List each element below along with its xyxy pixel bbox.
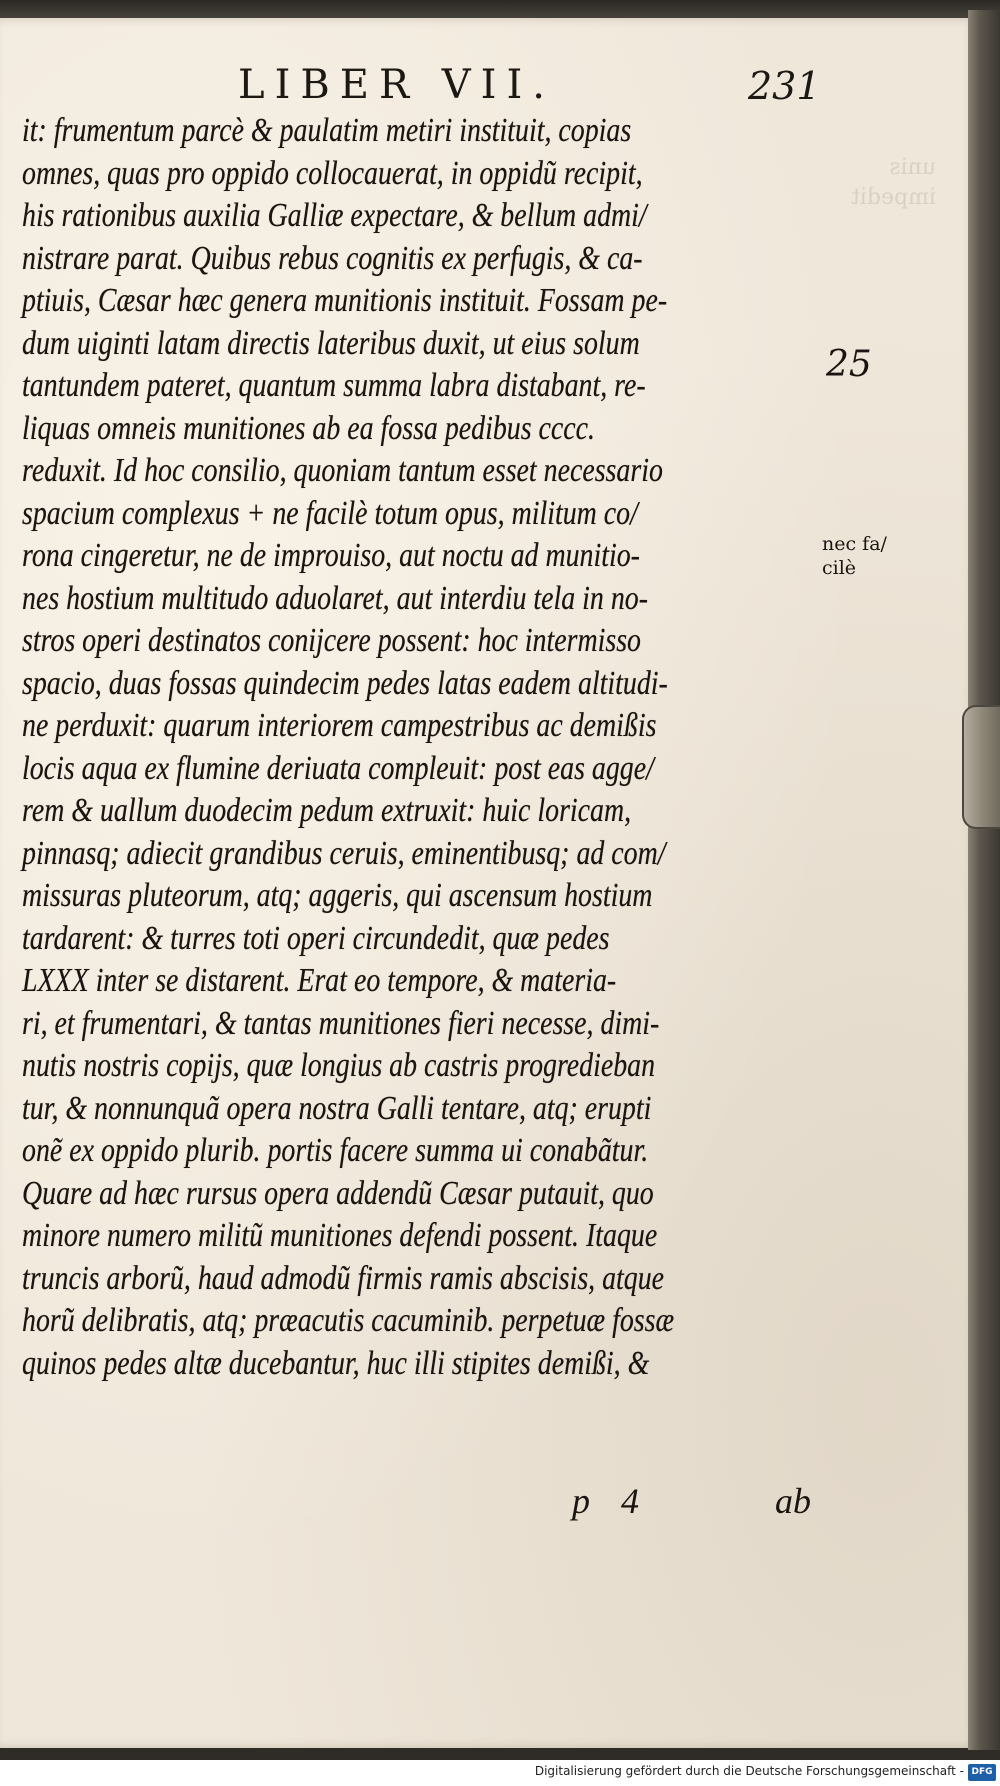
- text-line: tardarent: & turres toti operi circundedit, quæ pedes: [22, 919, 610, 957]
- text-line: dum uiginti latam directis lateribus duxit, ut eius solum: [22, 324, 640, 362]
- body-text: [22, 110, 822, 1385]
- page-stack-edge: [968, 10, 1000, 1750]
- text-line: it: frumentum parcè & paulatim metiri instituit, copias: [22, 112, 632, 149]
- dfg-logo-text: DFG: [971, 1767, 993, 1777]
- text-line: horũ delibratis, atq; præacutis cacuminib. perpetuæ fossæ: [22, 1302, 675, 1339]
- text-line: onẽ ex oppido plurib. portis facere summa ui conabãtur.: [22, 1132, 649, 1169]
- text-line: spacium complexus + ne facilè totum opus, militum co/: [22, 494, 638, 532]
- scan-top-edge: [0, 0, 1000, 20]
- text-line: tantundem pateret, quantum summa labra distabant, re-: [22, 367, 646, 404]
- text-line: LXXX inter se distarent. Erat eo tempore, & materia-: [22, 962, 617, 999]
- text-line: his rationibus auxilia Galliæ expectare, & bellum admi/: [22, 197, 647, 234]
- text-line: omnes, quas pro oppido collocauerat, in oppidũ recipit,: [22, 154, 643, 192]
- signature-mark: p 4: [572, 1481, 639, 1521]
- text-line: ne perduxit: quarum interiorem campestribus ac demißis: [22, 707, 657, 744]
- funding-credit: Digitalisierung gefördert durch die Deutsche Forschungsgemeinschaft -: [534, 1764, 964, 1778]
- page-number: 231: [748, 64, 821, 108]
- text-line: stros operi destinatos conijcere possent: hoc intermisso: [22, 622, 641, 659]
- book-page: [0, 18, 978, 1748]
- text-line: nes hostium multitudo aduolaret, aut interdiu tela in no-: [22, 579, 648, 617]
- text-line: missuras pluteorum, atq; aggeris, qui ascensum hostium: [22, 877, 653, 914]
- margin-note-line: nec fa/: [822, 533, 887, 555]
- text-line: locis aqua ex flumine deriuata compleuit: post eas agge/: [22, 749, 654, 787]
- dfg-logo-icon: [968, 1764, 996, 1781]
- text-line: reduxit. Id hoc consilio, quoniam tantum esset necessario: [22, 452, 663, 489]
- text-line: nutis nostris copijs, quæ longius ab castris progredieban: [22, 1047, 656, 1084]
- text-line: ptiuis, Cæsar hæc genera munitionis instituit. Fossam pe-: [22, 282, 668, 319]
- catchword: ab: [775, 1481, 811, 1521]
- text-line: tur, & nonnunquã opera nostra Galli tentare, atq; erupti: [22, 1089, 652, 1127]
- margin-line-number: 25: [826, 344, 872, 385]
- running-head: LIBER VII.: [238, 62, 555, 108]
- margin-note-line: cilè: [822, 557, 857, 579]
- show-through-text: unis impedit: [851, 155, 936, 210]
- text-line: liquas omneis munitiones ab ea fossa pedibus cccc.: [22, 409, 596, 447]
- book-clamp: [962, 705, 1000, 829]
- digitization-footer: [0, 1760, 1000, 1786]
- text-line: minore numero militũ munitiones defendi possent. Itaque: [22, 1217, 658, 1254]
- margin-note: [822, 532, 887, 580]
- text-line: spacio, duas fossas quindecim pedes latas eadem altitudi-: [22, 664, 668, 702]
- text-line: nistrare parat. Quibus rebus cognitis ex perfugis, & ca-: [22, 239, 643, 277]
- text-line: truncis arborũ, haud admodũ firmis ramis abscisis, atque: [22, 1259, 665, 1297]
- text-line: rem & uallum duodecim pedum extruxit: huic loricam,: [22, 792, 632, 829]
- text-line: Quare ad hæc rursus opera addendũ Cæsar putauit, quo: [22, 1174, 654, 1212]
- text-line: quinos pedes altæ ducebantur, huc illi stipites demißi, &: [22, 1344, 650, 1382]
- text-line: rona cingeretur, ne de improuiso, aut noctu ad munitio-: [22, 537, 640, 574]
- page-header: [0, 62, 978, 116]
- page-foot: [0, 1480, 978, 1530]
- text-line: ri, et frumentari, & tantas munitiones fieri necesse, dimi-: [22, 1004, 660, 1042]
- text-line: pinnasq; adiecit grandibus ceruis, eminentibusq; ad com/: [22, 834, 666, 872]
